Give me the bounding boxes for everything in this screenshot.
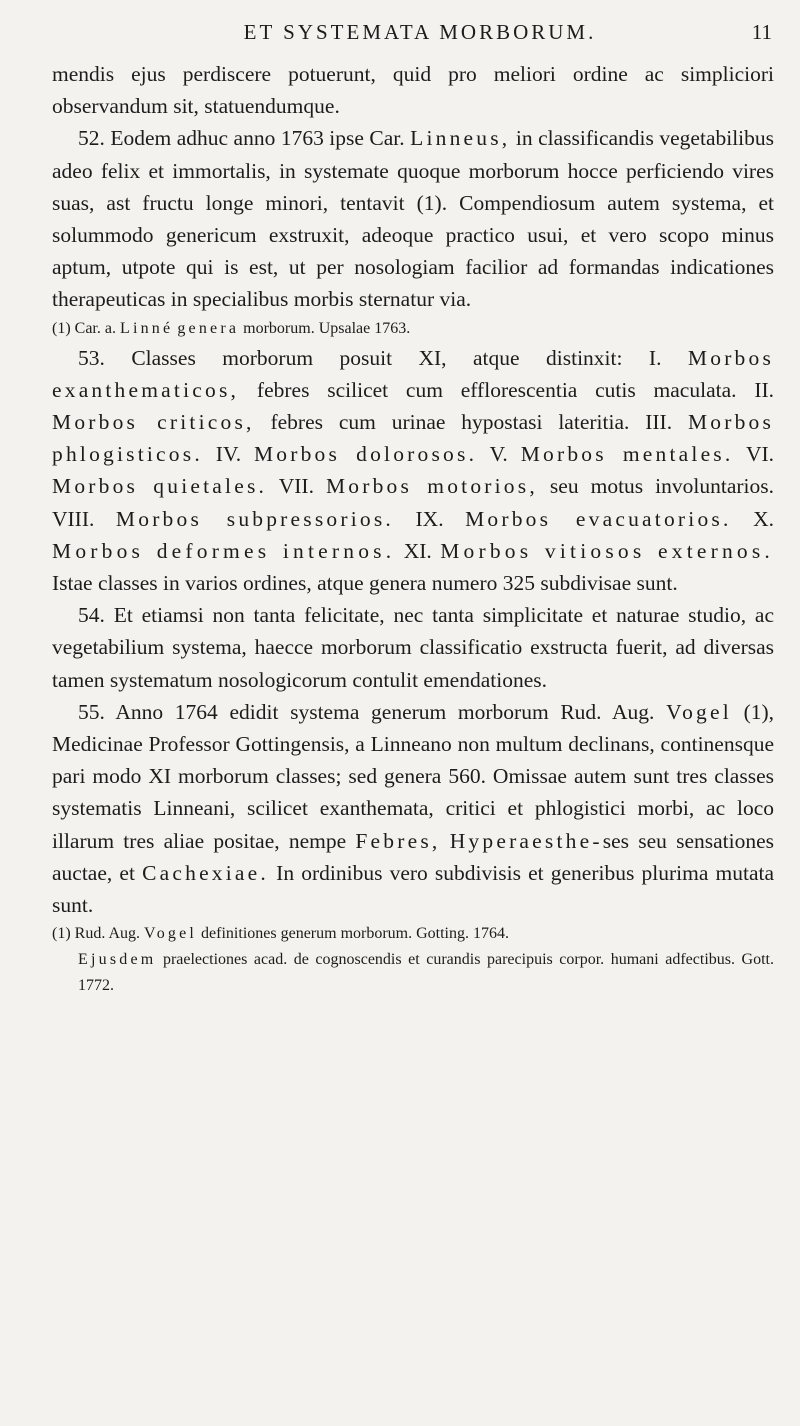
paragraph-number: 54. <box>78 603 105 628</box>
class-name: Cachexiae. <box>142 860 269 885</box>
class-numeral: IV. <box>215 442 242 467</box>
text-run: ses <box>602 828 629 853</box>
class-name: Morbos mentales. <box>520 442 734 467</box>
paragraph-number: 52. <box>78 126 105 151</box>
paragraph-55 <box>52 696 774 921</box>
class-numeral: VII. <box>278 474 314 499</box>
text-run: praelectiones acad. de cognoscendis et curandis parecipuis corpor. humani adfectibus. Gott. 1772. <box>78 951 774 995</box>
text-run: Classes morborum posuit XI, atque distinxit: <box>131 345 623 370</box>
class-numeral: X. <box>753 506 774 531</box>
paragraph-51-continuation <box>52 58 774 122</box>
class-name: Morbos criticos, <box>52 410 255 435</box>
footnote-55-first <box>52 921 774 947</box>
author-name: Vogel <box>144 925 198 943</box>
class-name: Morbos motorios, <box>325 474 538 499</box>
author-name: Vogel <box>666 699 732 724</box>
class-numeral: II. <box>754 377 775 402</box>
footnote-marker: (1) <box>52 925 71 943</box>
class-numeral: VIII. <box>52 506 95 531</box>
text-run: seu motus involuntarios. <box>549 474 775 499</box>
footnote-52 <box>52 316 774 342</box>
class-numeral: VI. <box>745 442 775 467</box>
running-header <box>68 12 772 52</box>
text-run: mendis ejus perdiscere potuerunt, quid pro meliori ordine ac simpliciori observandum sit, statuendumque. <box>52 62 774 119</box>
text-run: Istae classes in varios ordines, atque genera numero 325 subdivisae sunt. <box>52 571 678 596</box>
author-name: Ejusdem <box>78 951 157 969</box>
class-name: Hyperaesthe- <box>449 828 603 853</box>
text-run: (1), Medicinae Professor Gottingensis, a Linneano non multum declinans, continensque pari modo XI morborum classes; sed genera 560. Omissae autem sunt tres classes systematis Linneani, scilicet exanthemata, critici et phlogistici morbi, ac loco illarum tres aliae positae, nempe <box>52 699 775 853</box>
text-run: in classificandis vegetabilibus adeo felix et immortalis, in systemate quoque morborum hocce perficiendo vires suas, ast fructu longe minori, tentavit (1). Compendiosum autem systema, et solummodo genericum exstruxit, adeoque practico usui, et vero scopo minus aptum, utpote qui is est, ut per nosologiam facilior ad formandas indicationes therapeuticas in specialibus morbis sternatur via. <box>52 126 775 312</box>
page-body <box>52 58 774 999</box>
page-number: 11 <box>751 20 772 44</box>
class-numeral: III. <box>645 410 673 435</box>
text-run: febres cum urinae hypostasi lateritia. <box>270 410 630 435</box>
class-name: Morbos evacuatorios. <box>465 506 732 531</box>
text-run: In ordinibus vero subdivisis et generibus plurima mutata sunt. <box>52 860 775 918</box>
text-run: Anno 1764 edidit systema generum morborum Rud. Aug. <box>115 699 655 724</box>
text-run: febres scilicet cum efflorescentia cutis maculata. <box>256 377 737 402</box>
paragraph-54 <box>52 599 774 696</box>
class-name: Morbos subpressorios. <box>115 506 394 531</box>
text-run: seu sensationes auctae, et <box>52 828 775 885</box>
class-numeral: XI. <box>403 538 432 563</box>
class-numeral: V. <box>489 442 508 467</box>
class-name: Morbos phlogisticos. <box>52 410 775 467</box>
author-name: Linné <box>119 319 174 337</box>
class-name: Morbos deformes internos. <box>52 538 396 563</box>
text-run: morborum. Upsalae 1763. <box>243 319 411 337</box>
class-numeral: IX. <box>415 506 444 531</box>
text-run: Rud. Aug. <box>74 925 140 943</box>
text-run: Et etiamsi non tanta felicitate, nec tanta simplicitate et naturae studio, ac vegetabilium systema, haecce morborum classificatio exstructa fuerit, ad diversas tamen systematum nosologicorum contulit emendationes. <box>52 603 775 692</box>
class-name: Morbos vitiosos externos. <box>440 538 775 563</box>
text-run: Car. a. <box>74 319 116 337</box>
paragraph-number: 53. <box>78 345 105 370</box>
class-name: Febres, <box>355 828 441 853</box>
class-numeral: I. <box>648 345 662 370</box>
class-name: Morbos quietales. <box>52 474 268 499</box>
class-name: Morbos exanthematicos, <box>52 345 775 402</box>
footnote-marker: (1) <box>52 319 71 337</box>
author-name: Linneus, <box>410 126 511 151</box>
footnote-55-second <box>78 947 774 999</box>
paragraph-53 <box>52 342 774 600</box>
paragraph-number: 55. <box>78 699 105 724</box>
text-run: Eodem adhuc anno 1763 ipse Car. <box>110 126 405 151</box>
text-run: definitiones generum morborum. Gotting. 1764. <box>201 925 509 943</box>
class-name: Morbos dolorosos. <box>253 442 478 467</box>
running-title: ET SYSTEMATA MORBORUM. <box>243 20 597 44</box>
paragraph-52 <box>52 122 774 315</box>
text-run: genera <box>177 319 240 337</box>
